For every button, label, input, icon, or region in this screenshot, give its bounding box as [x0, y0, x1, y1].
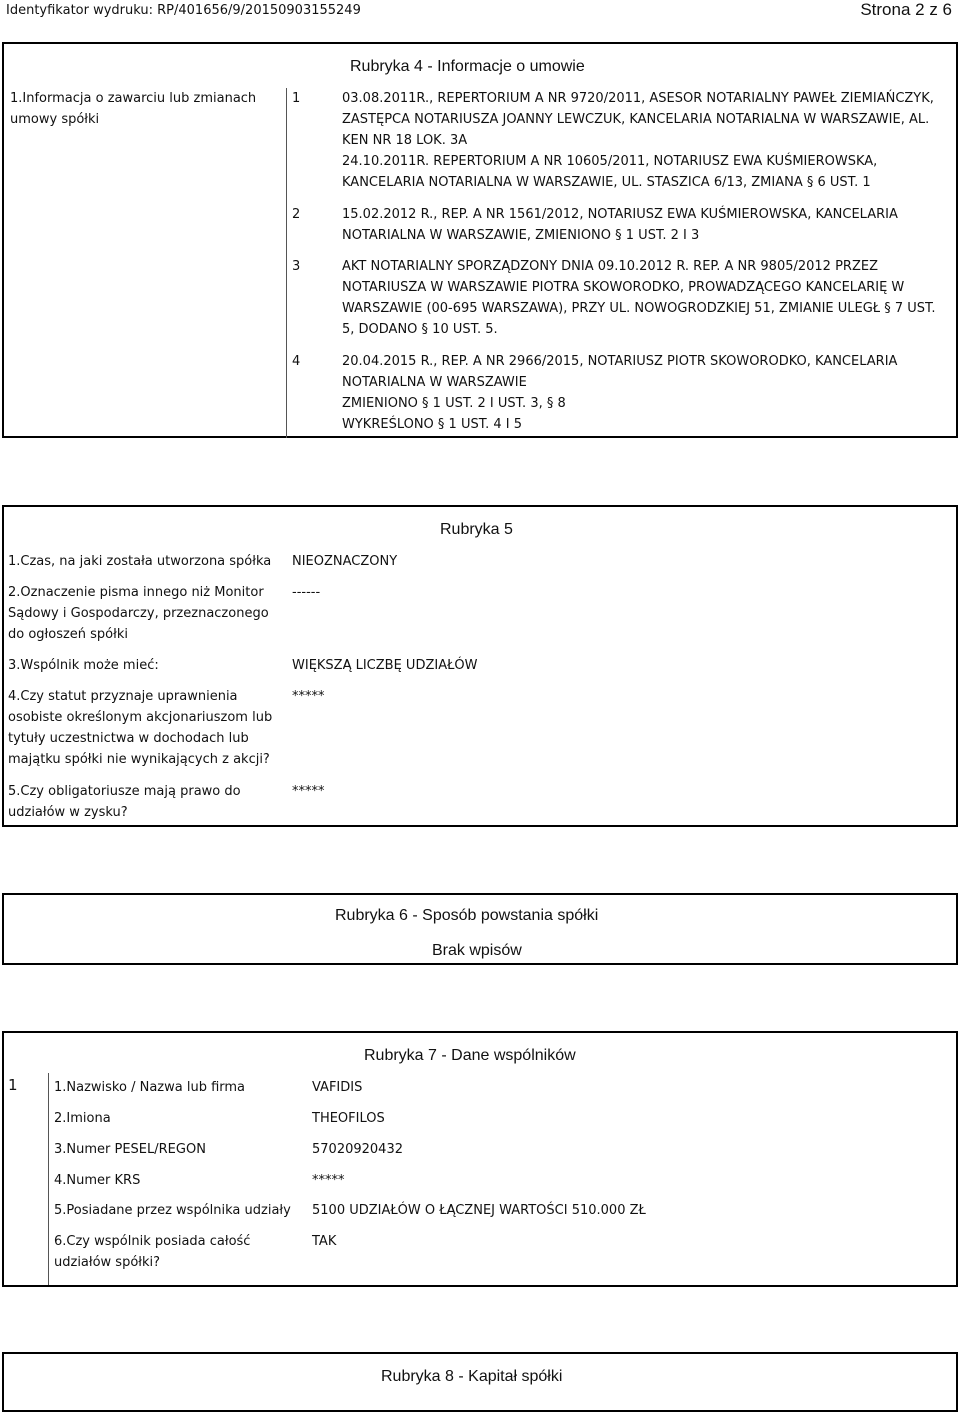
section-title-rubryka-4: Rubryka 4 - Informacje o umowie	[350, 58, 585, 75]
entry-line: AKT NOTARIALNY SPORZĄDZONY DNIA 09.10.2012 R. REP. A NR 9805/2012 PRZEZ NOTARIUSZA W WARSZAWIE PIOTRA SKOWORODKO, PROWADZĄCEGO KANCELARIĘ W WARSZAWIE (00-695 WARSZAWA), PRZY UL. NOWOGRODZKIEJ 51, ZMIANIE ULEGŁ § 7 UST. 5, DODANO § 10 UST. 5.	[342, 259, 936, 337]
field-label: 2.Imiona	[54, 1111, 111, 1126]
field-label: 5.Czy obligatoriusze mają prawo do udziałów w zysku?	[8, 784, 241, 820]
field-value: 5100 UDZIAŁÓW O ŁĄCZNEJ WARTOŚCI 510.000 ZŁ	[312, 1203, 646, 1218]
field-value: *****	[292, 689, 325, 704]
field-label: 1.Czas, na jaki została utworzona spółka	[8, 554, 272, 569]
column-divider	[286, 88, 287, 438]
entry-text	[342, 351, 942, 435]
entry-text	[342, 204, 942, 246]
entry-line: 24.10.2011R. REPERTORIUM A NR 10605/2011, NOTARIUSZ EWA KUŚMIEROWSKA, KANCELARIA NOTARIALNA W WARSZAWIE, UL. STASZICA 6/13, ZMIANA § 6 UST. 1	[342, 154, 878, 190]
field-label: 3.Wspólnik może mieć:	[8, 658, 159, 673]
field-value: 57020920432	[312, 1142, 403, 1157]
entry-number: 1	[292, 91, 301, 106]
field-label: 1.Nazwisko / Nazwa lub firma	[54, 1080, 246, 1095]
field-value: TAK	[312, 1234, 337, 1249]
field-label: 6.Czy wspólnik posiada całość udziałów spółki?	[54, 1234, 251, 1270]
field-label: 3.Numer PESEL/REGON	[54, 1142, 206, 1157]
entry-line: 15.02.2012 R., REP. A NR 1561/2012, NOTARIUSZ EWA KUŚMIEROWSKA, KANCELARIA NOTARIALNA W WARSZAWIE, ZMIENIONO § 1 UST. 2 I 3	[342, 207, 898, 243]
field-label: 4.Numer KRS	[54, 1173, 141, 1188]
section-rubryka-7	[2, 1031, 958, 1287]
section-title-rubryka-7: Rubryka 7 - Dane wspólników	[364, 1047, 576, 1064]
entry-line: ZMIENIONO § 1 UST. 2 I UST. 3, § 8	[342, 396, 566, 411]
section-rubryka-5	[2, 505, 958, 827]
column-divider	[48, 1073, 49, 1285]
no-entries-text: Brak wpisów	[432, 942, 522, 959]
field-value: NIEOZNACZONY	[292, 554, 398, 569]
entry-text	[342, 256, 947, 340]
entry-number: 3	[292, 259, 301, 274]
entry-line: 03.08.2011R., REPERTORIUM A NR 9720/2011, ASESOR NOTARIALNY PAWEŁ ZIEMIAŃCZYK, ZASTĘPCA NOTARIUSZA JOANNY LEWCZUK, KANCELARIA NOTARIALNA W WARSZAWIE, AL. KEN NR 18 LOK. 3A	[342, 91, 934, 148]
entry-number: 4	[292, 354, 301, 369]
page-number: Strona 2 z 6	[860, 0, 952, 19]
print-identifier: Identyfikator wydruku: RP/401656/9/20150903155249	[6, 3, 361, 18]
section-rubryka-8	[2, 1352, 958, 1412]
section-rubryka-4	[2, 42, 958, 438]
field-value: ------	[292, 585, 321, 600]
entry-text	[342, 88, 942, 193]
field-label: 4.Czy statut przyznaje uprawnienia osobiste określonym akcjonariuszom lub tytuły uczestnictwa w dochodach lub majątku spółki nie wynikających z akcji?	[8, 689, 273, 767]
field-label: 2.Oznaczenie pisma innego niż Monitor Sądowy i Gospodarczy, przeznaczonego do ogłoszeń spółki	[8, 585, 269, 642]
section-title-rubryka-8: Rubryka 8 - Kapitał spółki	[381, 1368, 563, 1385]
entry-number: 2	[292, 207, 301, 222]
entry-line: 20.04.2015 R., REP. A NR 2966/2015, NOTARIUSZ PIOTR SKOWORODKO, KANCELARIA NOTARIALNA W WARSZAWIE	[342, 354, 898, 390]
field-value: *****	[312, 1173, 345, 1188]
field-value: THEOFILOS	[312, 1111, 385, 1126]
agreement-info-label: 1.Informacja o zawarciu lub zmianach umowy spółki	[10, 91, 257, 127]
field-value: *****	[292, 784, 325, 799]
field-value: WIĘKSZĄ LICZBĘ UDZIAŁÓW	[292, 658, 478, 673]
field-label: 5.Posiadane przez wspólnika udziały	[54, 1203, 291, 1218]
shareholder-number: 1	[8, 1076, 18, 1094]
entry-line: WYKREŚLONO § 1 UST. 4 I 5	[342, 417, 523, 432]
section-title-rubryka-5: Rubryka 5	[440, 521, 513, 538]
field-value: VAFIDIS	[312, 1080, 363, 1095]
section-title-rubryka-6: Rubryka 6 - Sposób powstania spółki	[335, 907, 599, 924]
section-rubryka-6	[2, 893, 958, 965]
